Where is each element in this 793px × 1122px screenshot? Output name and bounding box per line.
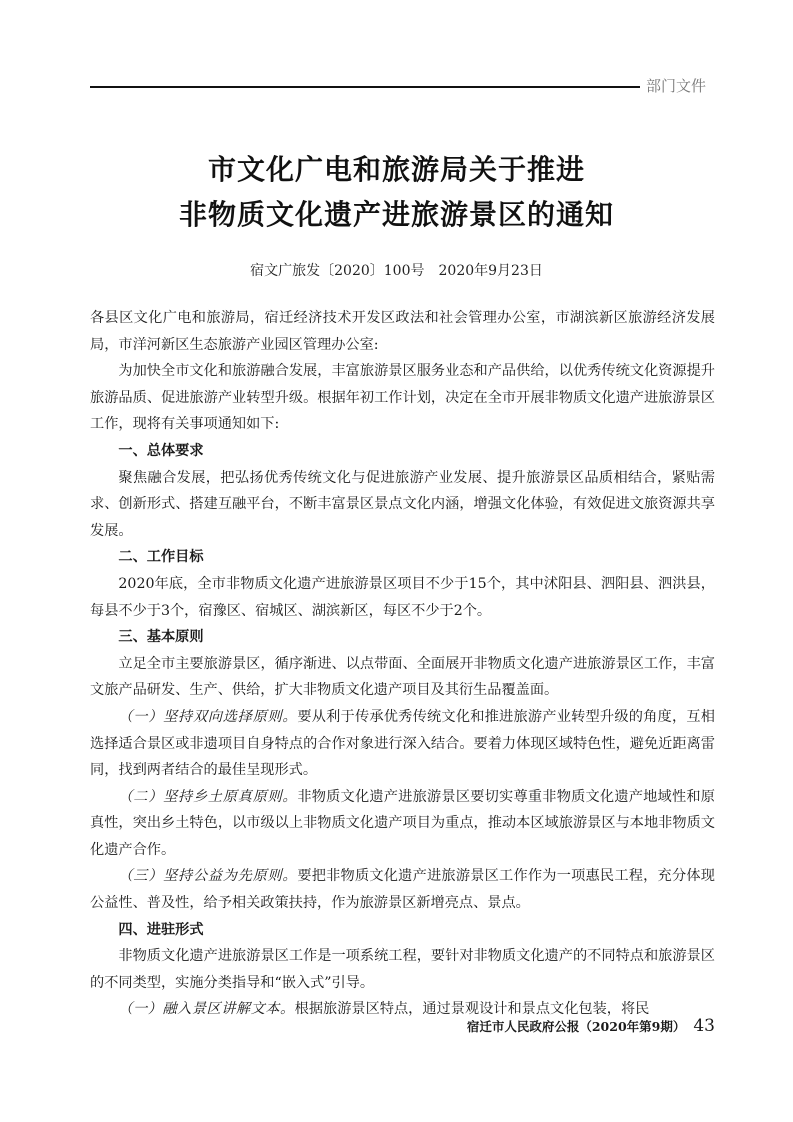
document-body [90, 305, 715, 1023]
principle-2-text: 非物质文化遗产进旅游景区要切实尊重非物质文化遗产地域性和原真性，突出乡土特色，以市级以上非物质文化遗产项目为重点，推动本区域旅游景区与本地非物质文化遗产合作。 [90, 788, 715, 858]
section-heading-3: 三、基本原则 [118, 629, 204, 646]
document-number-line [0, 260, 793, 280]
paragraph-basic-principles: 立足全市主要旅游景区，循序渐进、以点带面、全面展开非物质文化遗产进旅游景区工作，丰富文旅产品研发、生产、供给，扩大非物质文化遗产项目及其衍生品覆盖面。 [90, 655, 715, 699]
page-number: 43 [693, 1016, 715, 1036]
principle-1-heading: （一）坚持双向选择原则。 [118, 708, 298, 725]
document-number: 宿文广旅发〔2020〕100号 [250, 263, 425, 279]
form-1-heading: （一）融入景区讲解文本。 [118, 1001, 295, 1018]
intro-paragraph: 为加快全市文化和旅游融合发展，丰富旅游景区服务业态和产品供给，以优秀传统文化资源提升旅游品质、促进旅游产业转型升级。根据年初工作计划，决定在全市开展非物质文化遗产进旅游景区工作，现将有关事项通知如下: [90, 363, 715, 433]
paragraph-work-goals: 2020年底，全市非物质文化遗产进旅游景区项目不少于15个，其中沭阳县、泗阳县、泗洪县，每县不少于3个，宿豫区、宿城区、湖滨新区，每区不少于2个。 [90, 575, 715, 619]
principle-1-text: 要从利于传承优秀传统文化和推进旅游产业转型升级的角度，互相选择适合景区或非遗项目自身特点的合作对象进行深入结合。要着力体现区域特色性，避免近距离雷同，找到两者结合的最佳呈现形式。 [90, 708, 715, 779]
principle-3-heading: （三）坚持公益为先原则。 [118, 868, 298, 885]
paragraph-entry-forms: 非物质文化遗产进旅游景区工作是一项系统工程，要针对非物质文化遗产的不同特点和旅游景区的不同类型，实施分类指导和“嵌入式”引导。 [90, 948, 715, 991]
principle-paragraph-1 [90, 704, 715, 784]
section-heading-2: 二、工作目标 [118, 549, 204, 566]
page-footer [467, 1016, 715, 1036]
paragraph-general-requirements: 聚焦融合发展，把弘扬优秀传统文化与促进旅游产业发展、提升旅游景区品质相结合，紧贴需求、创新形式、搭建互融平台，不断丰富景区景点文化内涵，增强文化体验，有效促进文旅资源共享发展。 [90, 469, 715, 539]
document-date: 2020年9月23日 [438, 263, 543, 279]
addressee-paragraph: 各县区文化广电和旅游局，宿迁经济技术开发区政法和社会管理办公室，市湖滨新区旅游经济发展局，市洋河新区生态旅游产业园区管理办公室: [90, 310, 715, 353]
section-heading-4: 四、进驻形式 [118, 921, 204, 938]
principle-2-heading: （二）坚持乡土原真原则。 [118, 788, 298, 805]
principle-3-text: 要把非物质文化遗产进旅游景区工作作为一项惠民工程，充分体现公益性、普及性，给予相关政策扶持，作为旅游景区新增亮点、景点。 [90, 868, 715, 912]
document-title-line-2: 非物质文化遗产进旅游景区的通知 [178, 198, 614, 231]
header-rule [90, 86, 640, 88]
section-heading-1: 一、总体要求 [118, 442, 204, 459]
form-1-text: 根据旅游景区特点，通过景观设计和景点文化包装，将民 [294, 1001, 650, 1018]
principle-paragraph-2 [90, 784, 715, 864]
publication-name: 宿迁市人民政府公报（2020年第9期） [466, 1019, 686, 1034]
document-title-line-1: 市文化广电和旅游局关于推进 [207, 153, 585, 186]
section-label: 部门文件 [646, 77, 707, 95]
principle-paragraph-3 [90, 863, 715, 916]
